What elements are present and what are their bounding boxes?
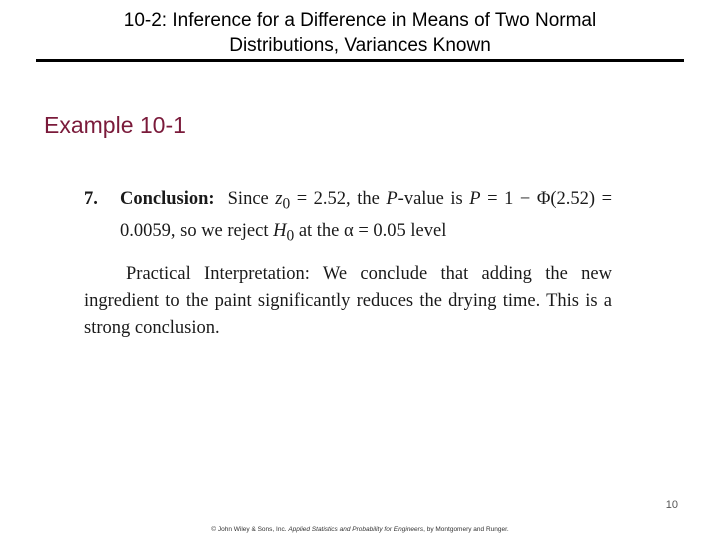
example-content	[84, 186, 612, 342]
step-text-part-2: = 2.52, the	[290, 189, 387, 209]
slide-title	[36, 8, 684, 58]
step-number: 7.	[84, 189, 98, 209]
z-symbol: z	[275, 189, 283, 209]
h-subscript: 0	[286, 227, 295, 245]
page-number: 10	[665, 499, 678, 511]
step-text-part-4: = 1 − Φ(2.52) = 0.0059, so we reject	[120, 189, 613, 241]
copyright-footer	[0, 526, 720, 533]
conclusion-step	[84, 186, 612, 249]
title-divider	[36, 59, 684, 62]
step-label: Conclusion:	[120, 189, 215, 209]
p-symbol: P	[386, 189, 398, 209]
step-text-part-5: at the α = 0.05 level	[294, 220, 447, 241]
practical-interpretation: Practical Interpretation: We conclude that adding the new ingredient to the paint significantly reduces the drying time. This is a strong conclusion.	[84, 264, 612, 339]
slide-title-line-2: Distributions, Variances Known	[229, 35, 491, 56]
h-symbol: H	[273, 220, 287, 241]
z-subscript: 0	[282, 195, 291, 213]
step-text-part-3: -value is	[397, 189, 470, 209]
footer-suffix: , by Montgomery and Runger.	[423, 526, 509, 533]
slide-title-line-1: 10-2: Inference for a Difference in Means of Two Normal	[123, 10, 597, 31]
step-text-part-1: Since	[227, 189, 276, 209]
footer-prefix: © John Wiley & Sons, Inc.	[211, 526, 289, 533]
footer-book-title: Applied Statistics and Probability for Engineers	[288, 526, 424, 533]
p-symbol-2: P	[469, 189, 481, 209]
step-text	[120, 186, 612, 249]
example-heading: Example 10-1	[44, 112, 186, 138]
